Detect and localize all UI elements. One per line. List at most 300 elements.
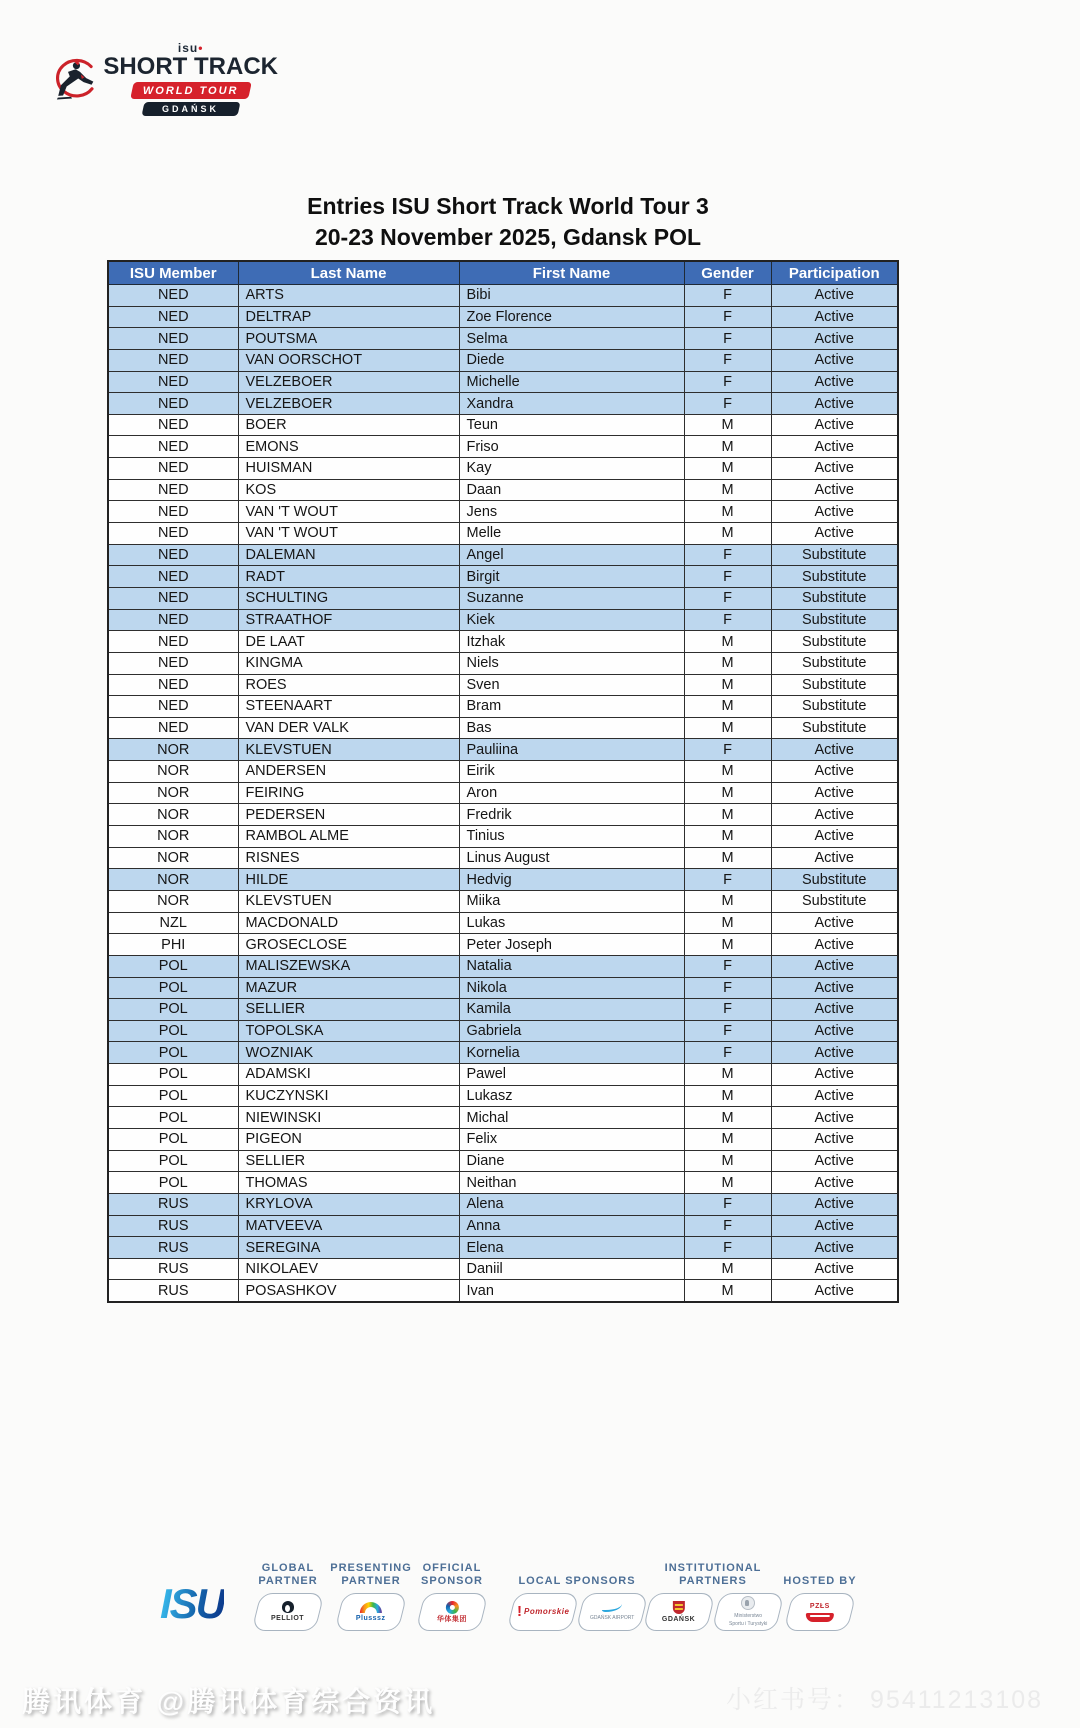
cell-gender: M: [684, 717, 771, 739]
cell-first-name: Friso: [459, 436, 684, 458]
watermark-right: 小红书号： 95411213108: [726, 1686, 1044, 1714]
cell-gender: M: [684, 436, 771, 458]
cell-isu-member: RUS: [108, 1215, 238, 1237]
title-line-2: 20-23 November 2025, Gdansk POL: [314, 224, 702, 250]
cell-participation: Active: [771, 285, 898, 307]
cell-last-name: WOZNIAK: [238, 1042, 459, 1064]
table-row: [108, 1064, 898, 1086]
cell-participation: Active: [771, 1020, 898, 1042]
eagle-icon: [740, 1596, 754, 1610]
cell-isu-member: NED: [108, 523, 238, 545]
table-row: [108, 1085, 898, 1107]
cell-gender: F: [684, 1215, 771, 1237]
cell-isu-member: POL: [108, 1085, 238, 1107]
cell-participation: Active: [771, 458, 898, 480]
cell-isu-member: NED: [108, 652, 238, 674]
cell-first-name: Birgit: [459, 566, 684, 588]
cell-last-name: MAZUR: [238, 977, 459, 999]
table-row: [108, 782, 898, 804]
cell-gender: M: [684, 1128, 771, 1150]
cell-last-name: DE LAAT: [238, 631, 459, 653]
cell-gender: M: [684, 782, 771, 804]
cell-isu-member: NED: [108, 414, 238, 436]
table-header-row: [108, 261, 898, 285]
cell-isu-member: NED: [108, 479, 238, 501]
cell-gender: M: [684, 804, 771, 826]
sponsor-label: INSTITUTIONAL PARTNERS: [664, 1562, 762, 1587]
cell-last-name: KLEVSTUEN: [238, 890, 459, 912]
plusssz-logo: Plusssz: [334, 1593, 407, 1631]
sponsor-label: LOCAL SPONSORS: [518, 1575, 636, 1587]
cell-gender: M: [684, 652, 771, 674]
cell-gender: F: [684, 393, 771, 415]
cell-last-name: SCHULTING: [238, 587, 459, 609]
column-header-gender: Gender: [684, 261, 771, 285]
cell-last-name: POSASHKOV: [238, 1280, 459, 1302]
boat-icon: [806, 1613, 834, 1622]
cell-first-name: Peter Joseph: [459, 934, 684, 956]
cell-last-name: MATVEEVA: [238, 1215, 459, 1237]
cell-first-name: Pawel: [459, 1064, 684, 1086]
table-row: [108, 1193, 898, 1215]
cell-isu-member: NED: [108, 696, 238, 718]
globe-icon: [446, 1601, 459, 1614]
exclamation-icon: !: [516, 1603, 522, 1620]
cell-participation: Substitute: [771, 696, 898, 718]
column-header-participation: Participation: [771, 261, 898, 285]
cell-isu-member: NZL: [108, 912, 238, 934]
cell-isu-member: NED: [108, 328, 238, 350]
cell-participation: Active: [771, 414, 898, 436]
table-row: [108, 1172, 898, 1194]
cell-participation: Active: [771, 1172, 898, 1194]
cell-isu-member: POL: [108, 999, 238, 1021]
cell-participation: Active: [771, 328, 898, 350]
table-row: [108, 739, 898, 761]
sponsor-group-official-sponsor: [410, 1558, 494, 1631]
cell-isu-member: POL: [108, 1172, 238, 1194]
sponsor-group-local-sponsors: [504, 1558, 650, 1631]
swoosh-icon: [602, 1602, 622, 1612]
cell-participation: Active: [771, 523, 898, 545]
sponsor-group-institutional-partners: [640, 1558, 786, 1631]
cell-isu-member: NED: [108, 674, 238, 696]
cell-gender: F: [684, 1042, 771, 1064]
cell-gender: M: [684, 1107, 771, 1129]
cell-isu-member: NED: [108, 544, 238, 566]
cell-first-name: Bibi: [459, 285, 684, 307]
cell-gender: M: [684, 1280, 771, 1302]
cell-participation: Active: [771, 306, 898, 328]
table-row: [108, 414, 898, 436]
pelliot-logo: PELLIOT: [251, 1593, 324, 1631]
cell-first-name: Sven: [459, 674, 684, 696]
cell-first-name: Zoe Florence: [459, 306, 684, 328]
cell-participation: Active: [771, 1042, 898, 1064]
cell-participation: Active: [771, 782, 898, 804]
cell-last-name: SELLIER: [238, 999, 459, 1021]
cell-first-name: Linus August: [459, 847, 684, 869]
cell-first-name: Teun: [459, 414, 684, 436]
cell-last-name: PIGEON: [238, 1128, 459, 1150]
cell-last-name: VELZEBOER: [238, 393, 459, 415]
cell-last-name: VAN OORSCHOT: [238, 349, 459, 371]
cell-isu-member: NED: [108, 609, 238, 631]
cell-participation: Active: [771, 1128, 898, 1150]
cell-first-name: Tinius: [459, 826, 684, 848]
cell-gender: M: [684, 523, 771, 545]
cell-gender: M: [684, 826, 771, 848]
cell-isu-member: NED: [108, 631, 238, 653]
cell-last-name: SELLIER: [238, 1150, 459, 1172]
cell-gender: F: [684, 349, 771, 371]
sponsor-bar: [0, 1550, 1080, 1670]
table-row: [108, 523, 898, 545]
table-row: [108, 1128, 898, 1150]
cell-last-name: KINGMA: [238, 652, 459, 674]
cell-first-name: Itzhak: [459, 631, 684, 653]
cell-last-name: STEENAART: [238, 696, 459, 718]
cell-first-name: Aron: [459, 782, 684, 804]
table-row: [108, 458, 898, 480]
cell-first-name: Lukasz: [459, 1085, 684, 1107]
table-row: [108, 1280, 898, 1302]
cell-isu-member: NED: [108, 717, 238, 739]
table-row: [108, 609, 898, 631]
cell-gender: M: [684, 934, 771, 956]
cell-isu-member: NED: [108, 436, 238, 458]
cell-last-name: RISNES: [238, 847, 459, 869]
crest-icon: [673, 1601, 685, 1614]
cell-isu-member: RUS: [108, 1258, 238, 1280]
cell-first-name: Kay: [459, 458, 684, 480]
table-row: [108, 977, 898, 999]
gdansk-city-logo: GDAŃSK: [642, 1593, 715, 1631]
table-row: [108, 761, 898, 783]
cell-isu-member: POL: [108, 1107, 238, 1129]
cell-gender: F: [684, 1193, 771, 1215]
cell-participation: Active: [771, 349, 898, 371]
ministry-logo: Ministerstwo Sportu i Turystyki: [711, 1593, 784, 1631]
cell-first-name: Hedvig: [459, 869, 684, 891]
table-row: [108, 869, 898, 891]
cell-first-name: Miika: [459, 890, 684, 912]
table-row: [108, 1107, 898, 1129]
sponsor-label: OFFICIAL SPONSOR: [420, 1562, 483, 1587]
cell-last-name: BOER: [238, 414, 459, 436]
cell-isu-member: NOR: [108, 890, 238, 912]
cell-gender: F: [684, 955, 771, 977]
cell-last-name: NIKOLAEV: [238, 1258, 459, 1280]
sponsor-label: HOSTED BY: [783, 1575, 857, 1587]
cell-isu-member: NED: [108, 587, 238, 609]
cell-gender: F: [684, 869, 771, 891]
cell-gender: M: [684, 1085, 771, 1107]
huati-logo: 华体集团: [415, 1593, 488, 1631]
cell-gender: F: [684, 739, 771, 761]
cell-gender: M: [684, 761, 771, 783]
cell-first-name: Bram: [459, 696, 684, 718]
table-row: [108, 393, 898, 415]
cell-isu-member: NED: [108, 285, 238, 307]
cell-last-name: VAN 'T WOUT: [238, 501, 459, 523]
cell-last-name: KUCZYNSKI: [238, 1085, 459, 1107]
cell-participation: Active: [771, 436, 898, 458]
cell-participation: Active: [771, 826, 898, 848]
cell-first-name: Xandra: [459, 393, 684, 415]
cell-participation: Active: [771, 1280, 898, 1302]
cell-participation: Substitute: [771, 631, 898, 653]
cell-last-name: RAMBOL ALME: [238, 826, 459, 848]
table-row: [108, 1237, 898, 1259]
cell-isu-member: NOR: [108, 847, 238, 869]
table-row: [108, 306, 898, 328]
cell-participation: Active: [771, 1085, 898, 1107]
cell-gender: M: [684, 696, 771, 718]
cell-gender: M: [684, 631, 771, 653]
pomorskie-logo: ! Pomorskie: [506, 1593, 579, 1631]
cell-first-name: Daan: [459, 479, 684, 501]
cell-last-name: GROSECLOSE: [238, 934, 459, 956]
cell-participation: Active: [771, 479, 898, 501]
cell-isu-member: NOR: [108, 782, 238, 804]
cell-participation: Substitute: [771, 717, 898, 739]
cell-isu-member: NED: [108, 371, 238, 393]
cell-isu-member: NOR: [108, 761, 238, 783]
cell-first-name: Kamila: [459, 999, 684, 1021]
cell-isu-member: POL: [108, 1128, 238, 1150]
cell-last-name: HUISMAN: [238, 458, 459, 480]
cell-first-name: Michelle: [459, 371, 684, 393]
cell-last-name: KLEVSTUEN: [238, 739, 459, 761]
cell-first-name: Melle: [459, 523, 684, 545]
table-row: [108, 1258, 898, 1280]
column-header-last-name: Last Name: [238, 261, 459, 285]
cell-isu-member: NOR: [108, 869, 238, 891]
table-row: [108, 804, 898, 826]
cell-last-name: MACDONALD: [238, 912, 459, 934]
cell-isu-member: NED: [108, 566, 238, 588]
table-row: [108, 1215, 898, 1237]
cell-isu-member: POL: [108, 977, 238, 999]
table-row: [108, 436, 898, 458]
cell-last-name: VAN DER VALK: [238, 717, 459, 739]
table-row: [108, 349, 898, 371]
cell-isu-member: NED: [108, 458, 238, 480]
cell-gender: F: [684, 977, 771, 999]
table-row: [108, 285, 898, 307]
cell-last-name: KRYLOVA: [238, 1193, 459, 1215]
cell-gender: F: [684, 328, 771, 350]
cell-last-name: NIEWINSKI: [238, 1107, 459, 1129]
cell-participation: Active: [771, 1215, 898, 1237]
cell-last-name: VELZEBOER: [238, 371, 459, 393]
cell-participation: Active: [771, 739, 898, 761]
cell-first-name: Ivan: [459, 1280, 684, 1302]
cell-participation: Active: [771, 371, 898, 393]
cell-first-name: Bas: [459, 717, 684, 739]
watermark-left: 腾讯体育 @腾讯体育综合资讯: [22, 1686, 436, 1717]
cell-first-name: Nikola: [459, 977, 684, 999]
cell-gender: F: [684, 306, 771, 328]
table-row: [108, 934, 898, 956]
table-row: [108, 717, 898, 739]
cell-last-name: FEIRING: [238, 782, 459, 804]
cell-first-name: Diede: [459, 349, 684, 371]
cell-isu-member: POL: [108, 955, 238, 977]
cell-participation: Active: [771, 977, 898, 999]
table-row: [108, 999, 898, 1021]
page-title: [0, 191, 1016, 253]
cell-last-name: ADAMSKI: [238, 1064, 459, 1086]
cell-first-name: Diane: [459, 1150, 684, 1172]
cell-isu-member: NOR: [108, 739, 238, 761]
cell-gender: M: [684, 912, 771, 934]
table-row: [108, 328, 898, 350]
entries-table: [107, 260, 899, 1303]
cell-participation: Active: [771, 1064, 898, 1086]
cell-participation: Active: [771, 999, 898, 1021]
table-row: [108, 544, 898, 566]
sponsor-group-global-partner: [246, 1558, 330, 1631]
cell-gender: F: [684, 609, 771, 631]
cell-gender: M: [684, 479, 771, 501]
cell-isu-member: NED: [108, 306, 238, 328]
sponsor-label: PRESENTING PARTNER: [330, 1562, 412, 1587]
cell-gender: M: [684, 1258, 771, 1280]
cell-last-name: STRAATHOF: [238, 609, 459, 631]
cell-last-name: ROES: [238, 674, 459, 696]
cell-gender: F: [684, 1020, 771, 1042]
cell-isu-member: RUS: [108, 1280, 238, 1302]
cell-gender: M: [684, 847, 771, 869]
cell-participation: Active: [771, 501, 898, 523]
cell-participation: Active: [771, 393, 898, 415]
table-row: [108, 955, 898, 977]
cell-participation: Active: [771, 847, 898, 869]
cell-last-name: TOPOLSKA: [238, 1020, 459, 1042]
cell-gender: M: [684, 1150, 771, 1172]
title-line-1: Entries ISU Short Track World Tour 3: [307, 193, 709, 219]
cell-first-name: Fredrik: [459, 804, 684, 826]
cell-first-name: Daniil: [459, 1258, 684, 1280]
logo-world-tour-banner: WORLD TOUR: [130, 82, 252, 99]
cell-first-name: Eirik: [459, 761, 684, 783]
cell-last-name: POUTSMA: [238, 328, 459, 350]
skater-icon: [48, 34, 101, 124]
cell-first-name: Gabriela: [459, 1020, 684, 1042]
cell-participation: Active: [771, 1193, 898, 1215]
column-header-first-name: First Name: [459, 261, 684, 285]
table-row: [108, 479, 898, 501]
cell-participation: Substitute: [771, 674, 898, 696]
cell-participation: Substitute: [771, 544, 898, 566]
pzls-logo: PZŁS: [783, 1593, 856, 1631]
cell-first-name: Suzanne: [459, 587, 684, 609]
cell-isu-member: NED: [108, 349, 238, 371]
cell-first-name: Kiek: [459, 609, 684, 631]
cell-isu-member: NED: [108, 393, 238, 415]
cell-participation: Active: [771, 804, 898, 826]
sponsor-group-presenting-partner: [329, 1558, 413, 1631]
cell-isu-member: NOR: [108, 804, 238, 826]
table-row: [108, 501, 898, 523]
cell-first-name: Jens: [459, 501, 684, 523]
sponsor-group-hosted-by: [778, 1558, 862, 1631]
table-row: [108, 674, 898, 696]
cell-gender: M: [684, 501, 771, 523]
cell-gender: F: [684, 285, 771, 307]
table-row: [108, 587, 898, 609]
cell-gender: M: [684, 458, 771, 480]
cell-participation: Active: [771, 1107, 898, 1129]
cell-first-name: Lukas: [459, 912, 684, 934]
table-row: [108, 371, 898, 393]
cell-gender: M: [684, 890, 771, 912]
cell-first-name: Kornelia: [459, 1042, 684, 1064]
cell-isu-member: PHI: [108, 934, 238, 956]
cell-isu-member: NED: [108, 501, 238, 523]
cell-last-name: MALISZEWSKA: [238, 955, 459, 977]
cell-participation: Substitute: [771, 566, 898, 588]
cell-last-name: SEREGINA: [238, 1237, 459, 1259]
cell-participation: Active: [771, 912, 898, 934]
cell-gender: M: [684, 674, 771, 696]
gdansk-airport-logo: GDAŃSK AIRPORT: [575, 1593, 648, 1631]
cell-gender: M: [684, 414, 771, 436]
cell-gender: M: [684, 1172, 771, 1194]
logo-gdansk-banner: GDAŃSK: [141, 102, 240, 116]
cell-isu-member: RUS: [108, 1193, 238, 1215]
cell-last-name: ANDERSEN: [238, 761, 459, 783]
cell-participation: Substitute: [771, 652, 898, 674]
cell-participation: Active: [771, 955, 898, 977]
cell-first-name: Angel: [459, 544, 684, 566]
table-row: [108, 847, 898, 869]
table-row: [108, 696, 898, 718]
cell-gender: F: [684, 371, 771, 393]
table-row: [108, 912, 898, 934]
table-row: [108, 1150, 898, 1172]
cell-gender: F: [684, 566, 771, 588]
column-header-isu-member: ISU Member: [108, 261, 238, 285]
cell-isu-member: POL: [108, 1042, 238, 1064]
cell-first-name: Elena: [459, 1237, 684, 1259]
cell-first-name: Felix: [459, 1128, 684, 1150]
cell-first-name: Niels: [459, 652, 684, 674]
table-row: [108, 631, 898, 653]
table-row: [108, 826, 898, 848]
cell-gender: M: [684, 1064, 771, 1086]
cell-last-name: ARTS: [238, 285, 459, 307]
cell-first-name: Anna: [459, 1215, 684, 1237]
event-logo: [48, 34, 278, 124]
cell-last-name: PEDERSEN: [238, 804, 459, 826]
cell-participation: Active: [771, 761, 898, 783]
table-row: [108, 652, 898, 674]
table-row: [108, 1042, 898, 1064]
cell-gender: F: [684, 1237, 771, 1259]
cell-last-name: KOS: [238, 479, 459, 501]
cell-first-name: Natalia: [459, 955, 684, 977]
sponsor-label: GLOBAL PARTNER: [258, 1562, 318, 1587]
cell-last-name: EMONS: [238, 436, 459, 458]
logo-isu-text: isu•: [177, 41, 204, 55]
event-logo-text: [103, 34, 278, 124]
cell-participation: Substitute: [771, 869, 898, 891]
cell-isu-member: NOR: [108, 826, 238, 848]
cell-first-name: Selma: [459, 328, 684, 350]
